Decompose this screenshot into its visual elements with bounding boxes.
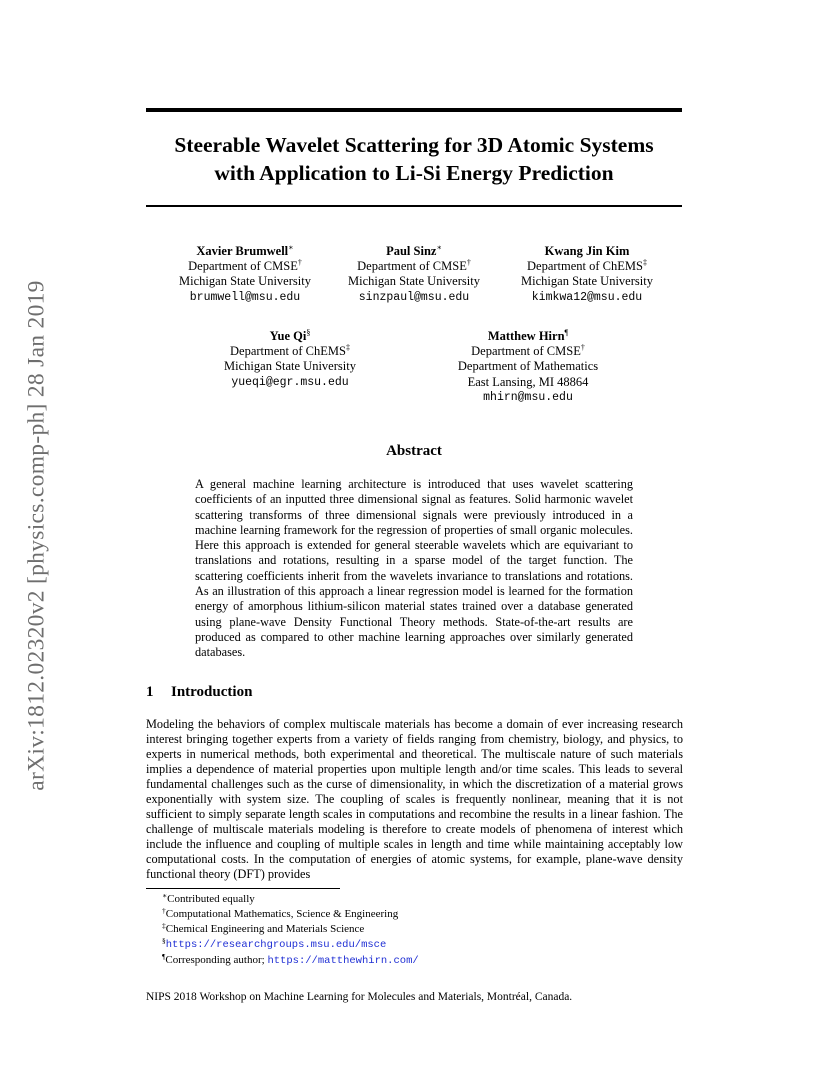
footnote <box>162 953 682 969</box>
venue-note: NIPS 2018 Workshop on Machine Learning for Molecules and Materials, Montréal, Canada. <box>146 991 573 1003</box>
author-email: mhirn@msu.edu <box>483 390 573 404</box>
footnote <box>162 922 682 937</box>
author-institution: Department of Mathematics <box>457 359 599 374</box>
paper-title-line-1: Steerable Wavelet Scattering for 3D Atomic Systems <box>174 133 654 157</box>
footnote-mark: § <box>162 936 166 945</box>
footnote-mark: ‡ <box>162 921 166 930</box>
author-mark: ∗ <box>436 243 442 252</box>
author-department: Department of CMSE <box>188 259 298 274</box>
author-address: East Lansing, MI 48864 <box>467 374 589 389</box>
department-mark: † <box>297 258 302 268</box>
author-block <box>160 244 330 305</box>
author-block <box>502 244 672 305</box>
footnote-mark: † <box>162 906 166 915</box>
arxiv-identifier <box>22 240 52 830</box>
footnote-link[interactable]: https://researchgroups.msu.edu/msce <box>165 939 387 951</box>
department-mark: † <box>580 343 585 353</box>
arxiv-identifier-text: arXiv:1812.02320v2 [physics.comp-ph] 28 Jan 2019 <box>23 279 50 791</box>
paper-title-line-2: with Application to Li-Si Energy Prediction <box>214 161 614 185</box>
footnote-text: Computational Mathematics, Science & Engineering <box>165 908 399 920</box>
section-title: Introduction <box>171 684 253 700</box>
author-name: Matthew Hirn <box>487 329 565 343</box>
author-name: Paul Sinz <box>386 244 437 258</box>
author-mark: § <box>306 328 311 337</box>
author-email: kimkwa12@msu.edu <box>531 290 643 304</box>
footnote-mark: ∗ <box>162 891 168 900</box>
title-top-rule <box>146 108 682 112</box>
footnote-mark: ¶ <box>162 952 166 961</box>
abstract-text: A general machine learning architecture is introduced that uses wavelet scattering coefficients of an inputted three dimensional signal as features. Solid harmonic wavelet scattering transforms of three dimensional signals were previously introduced in a machine learning framework for the regression of properties of small organic molecules. Here this approach is extended for general steerable wavelets which are equivariant to translations and rotations, resulting in a sparse model of the target function. The scattering coefficients inherit from the wavelets invariance to translations and rotations. As an illustration of this approach a linear regression model is learned for the formation energy of amorphous lithium-silicon material states trained over a database generated using plane-wave Density Functional Theory methods. State-of-the-art results are produced as compared to other machine learning approaches over similarly generated databases. <box>195 477 633 660</box>
footnote-rule <box>146 888 340 889</box>
abstract-heading: Abstract <box>386 443 442 459</box>
author-name: Xavier Brumwell <box>196 244 289 258</box>
paper-title <box>146 131 682 187</box>
department-mark: ‡ <box>345 343 350 353</box>
author-institution: Michigan State University <box>179 274 311 289</box>
section-number: 1 <box>146 684 154 700</box>
department-mark: † <box>466 258 471 268</box>
author-email: sinzpaul@msu.edu <box>358 290 470 304</box>
title-bottom-rule <box>146 205 682 207</box>
author-email: yueqi@egr.msu.edu <box>231 375 349 389</box>
section-heading <box>146 684 252 701</box>
author-department: Department of ChEMS <box>527 259 643 274</box>
footnote-link[interactable]: https://matthewhirn.com/ <box>267 955 419 967</box>
author-department: Department of ChEMS <box>230 344 346 359</box>
introduction-text: Modeling the behaviors of complex multiscale materials has become a domain of ever increasing research interest bringing together experts from a variety of fields ranging from chemistry, biology, and physics, to experts in numerical methods, both experimental and theoretical. The multiscale nature of such materials implies a dependence of material properties upon multiple length and/or time scales. This leads to several fundamental challenges such as the curse of dimensionality, in which the discretization of a material grows exponentially with system size. The coupling of scales is frequently nonlinear, meaning that it is not sufficient to simply separate length scales in computations and recombine the results in a linear fashion. The challenge of multiscale materials modeling is therefore to create models of phenomena of interest which include the influence and coupling of multiple scales in length and time while maintaining acceptably low computational costs. In the computation of energies of atomic systems, for example, plane-wave density functional theory (DFT) provides <box>146 717 683 882</box>
author-mark: ∗ <box>288 243 294 252</box>
author-institution: Michigan State University <box>348 274 480 289</box>
department-mark: ‡ <box>642 258 647 268</box>
author-institution: Michigan State University <box>224 359 356 374</box>
author-department: Department of CMSE <box>357 259 467 274</box>
footnotes <box>162 892 682 969</box>
author-email: brumwell@msu.edu <box>189 290 301 304</box>
author-mark: ¶ <box>564 328 569 337</box>
footnote-text: Corresponding author; <box>165 954 268 966</box>
author-name: Yue Qi <box>269 329 307 343</box>
footnote <box>162 907 682 922</box>
author-name: Kwang Jin Kim <box>544 244 630 258</box>
footnote <box>162 892 682 907</box>
author-block <box>443 329 613 405</box>
author-block <box>329 244 499 305</box>
footnote <box>162 937 682 953</box>
footnote-text: Chemical Engineering and Materials Science <box>165 923 365 935</box>
author-institution: Michigan State University <box>521 274 653 289</box>
author-department: Department of CMSE <box>471 344 581 359</box>
footnote-text: Contributed equally <box>167 893 255 905</box>
author-block <box>205 329 375 390</box>
